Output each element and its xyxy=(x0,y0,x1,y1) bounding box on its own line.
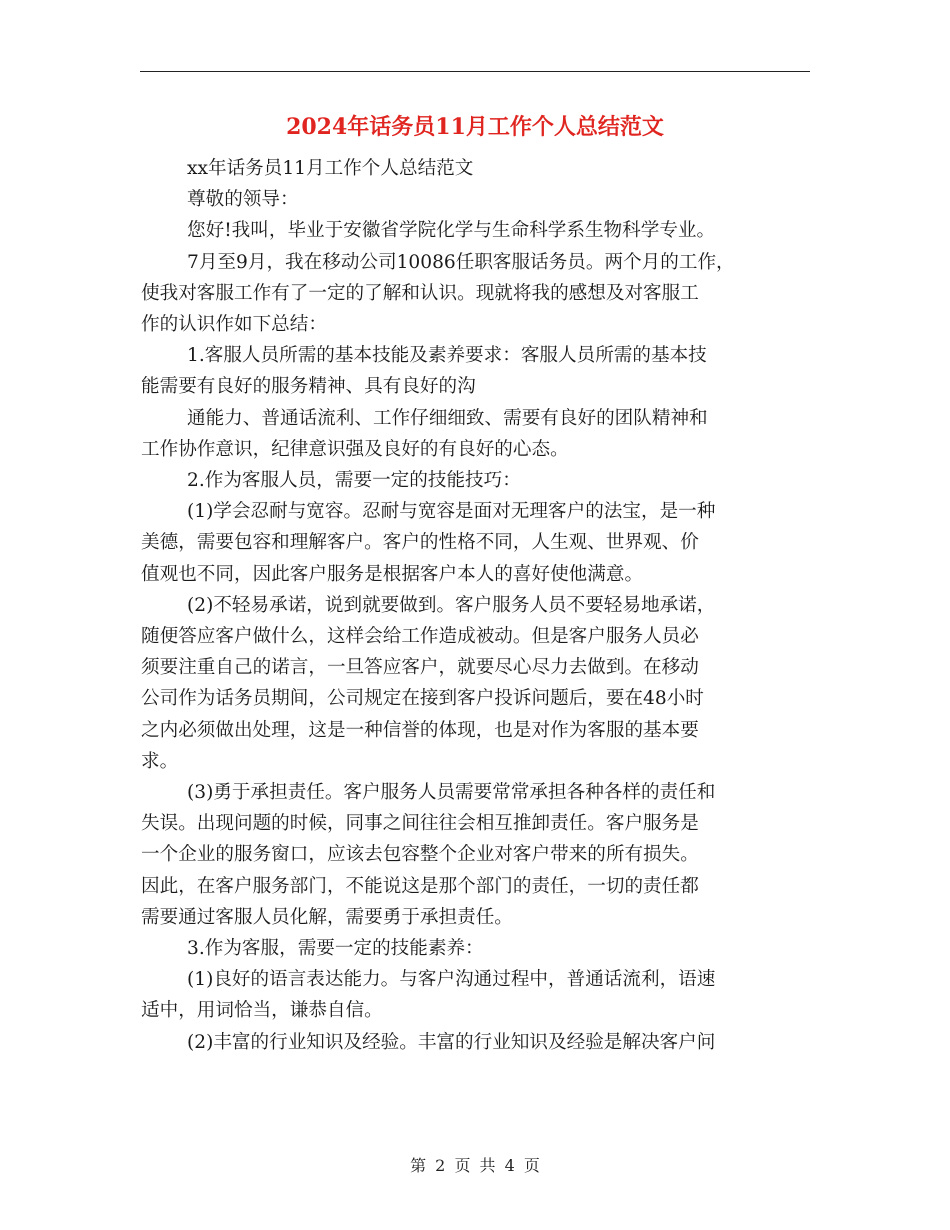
text-line: (2)丰富的行业知识及经验。丰富的行业知识及经验是解决客户问 xyxy=(187,1031,716,1053)
document-body xyxy=(141,153,816,1058)
text-line: 需要通过客服人员化解，需要勇于承担责任。 xyxy=(141,906,513,928)
text-line: 通能力、普通话流利、工作仔细细致、需要有良好的团队精神和 xyxy=(187,407,708,429)
text-line: 求。 xyxy=(141,750,179,772)
text-line: 2.作为客服人员，需要一定的技能技巧： xyxy=(187,470,521,492)
text-line: (3)勇于承担责任。客户服务人员需要常常承担各种各样的责任和 xyxy=(187,782,716,804)
text-line: 因此，在客户服务部门，不能说这是那个部门的责任，一切的责任都 xyxy=(141,875,699,897)
text-line: 使我对客服工作有了一定的了解和认识。现就将我的感想及对客服工 xyxy=(141,282,699,304)
text-line: 适中，用词恰当，谦恭自信。 xyxy=(141,1000,383,1022)
text-line: 美德，需要包容和理解客户。客户的性格不同，人生观、世界观、价 xyxy=(141,532,699,554)
text-line: 失误。出现问题的时候，同事之间往往会相互推卸责任。客户服务是 xyxy=(141,813,699,835)
text-line: 3.作为客服，需要一定的技能素养： xyxy=(187,938,484,960)
text-line: xx年话务员11月工作个人总结范文 xyxy=(187,158,474,179)
text-line: 7月至9月，我在移动公司10086任职客服话务员。两个月的工作， xyxy=(187,251,735,273)
text-line: 之内必须做出处理，这是一种信誉的体现，也是对作为客服的基本要 xyxy=(141,719,699,741)
text-line: 随便答应客户做什么，这样会给工作造成被动。但是客户服务人员必 xyxy=(141,626,699,648)
text-line: 工作协作意识，纪律意识强及良好的有良好的心态。 xyxy=(141,438,569,460)
text-line: (1)学会忍耐与宽容。忍耐与宽容是面对无理客户的法宝，是一种 xyxy=(187,501,716,523)
text-line: (2)不轻易承诺，说到就要做到。客户服务人员不要轻易地承诺， xyxy=(187,594,716,616)
text-line: 值观也不同，因此客户服务是根据客户本人的喜好使他满意。 xyxy=(141,563,644,585)
text-line: 公司作为话务员期间，公司规定在接到客户投诉问题后，要在48小时 xyxy=(141,688,704,710)
page-number-footer: 第 2 页 共 4 页 xyxy=(410,1156,540,1175)
header-rule xyxy=(140,71,810,72)
text-line: 1.客服人员所需的基本技能及素养要求：客服人员所需的基本技 xyxy=(187,345,707,367)
text-line: 作的认识作如下总结： xyxy=(141,314,327,336)
text-line: 尊敬的领导： xyxy=(187,189,299,211)
text-line: 须要注重自己的诺言，一旦答应客户，就要尽心尽力去做到。在移动 xyxy=(141,657,699,679)
text-line: 一个企业的服务窗口，应该去包容整个企业对客户带来的所有损失。 xyxy=(141,844,699,866)
text-line: 能需要有良好的服务精神、具有良好的沟 xyxy=(141,376,476,398)
document-title: 2024年话务员11月工作个人总结范文 xyxy=(286,114,664,140)
text-line: 您好!我叫，毕业于安徽省学院化学与生命科学系生物科学专业。 xyxy=(187,220,716,242)
text-line: (1)良好的语言表达能力。与客户沟通过程中，普通话流利，语速 xyxy=(187,969,716,991)
